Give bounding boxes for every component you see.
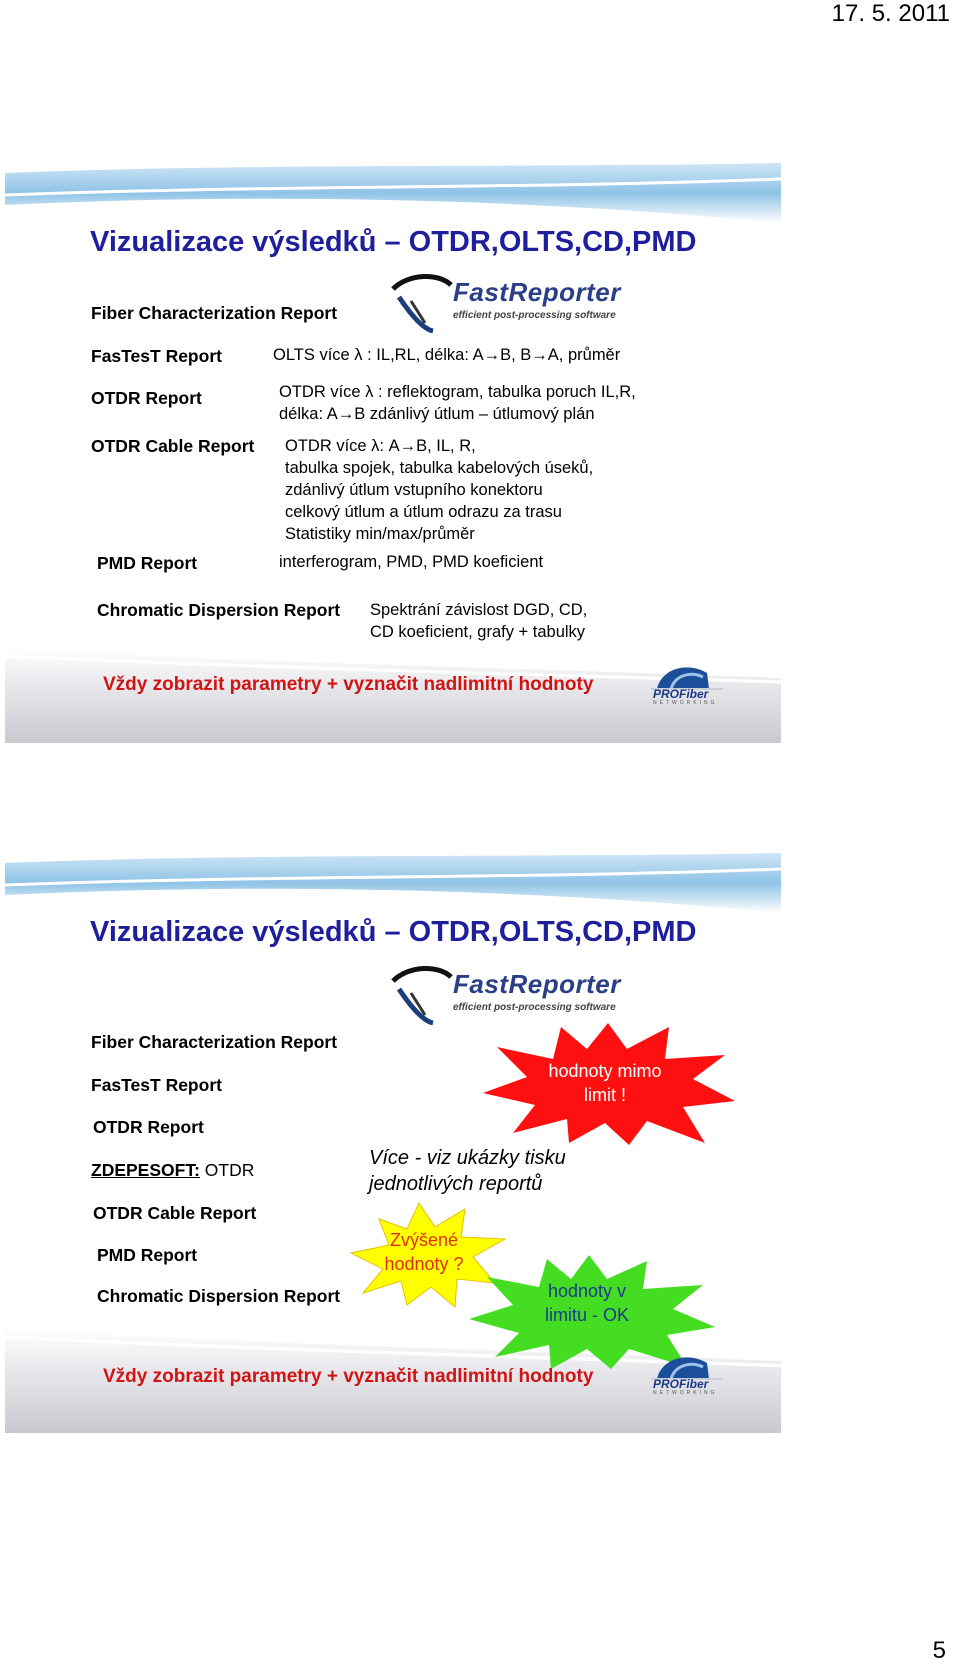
green-star-line: limitu - OK bbox=[544, 1305, 629, 1325]
yellow-star-line: Zvýšené bbox=[389, 1230, 459, 1250]
green-star-text bbox=[527, 1279, 647, 1327]
report-description: Spektrání závislost DGD, CD, bbox=[370, 601, 588, 619]
slide-title: Vizualizace výsledků – OTDR,OLTS,CD,PMD bbox=[90, 916, 697, 948]
page-date: 17. 5. 2011 bbox=[831, 0, 950, 27]
fastreporter-tagline: efficient post-processing software bbox=[453, 310, 616, 321]
report-description: tabulka spojek, tabulka kabelových úseků, bbox=[285, 459, 594, 477]
fastreporter-name: FastReporter bbox=[453, 969, 621, 999]
report-label: OTDR Report bbox=[93, 1117, 204, 1137]
profiber-logo bbox=[647, 663, 727, 708]
report-label: OTDR Cable Report bbox=[91, 436, 255, 456]
report-label bbox=[91, 1160, 254, 1181]
slide-1 bbox=[5, 163, 781, 743]
report-label: OTDR Report bbox=[91, 388, 202, 408]
report-label: FasTesT Report bbox=[91, 346, 222, 366]
red-star-line: limit ! bbox=[584, 1085, 626, 1105]
page-number: 5 bbox=[932, 1637, 946, 1664]
report-description: CD koeficient, grafy + tabulky bbox=[370, 623, 586, 641]
report-label: FasTesT Report bbox=[91, 1075, 222, 1095]
profiber-name: PROFiber bbox=[653, 687, 709, 701]
profiber-tagline: NETWORKING bbox=[653, 700, 718, 706]
report-description: OTDR více λ: A→B, IL, R, bbox=[285, 437, 476, 455]
fastreporter-swoosh-icon bbox=[387, 271, 457, 333]
fastreporter-name: FastReporter bbox=[453, 277, 621, 307]
fastreporter-logo bbox=[387, 963, 647, 1025]
slide-title: Vizualizace výsledků – OTDR,OLTS,CD,PMD bbox=[90, 226, 697, 258]
fastreporter-logo bbox=[387, 271, 647, 333]
yellow-star-text bbox=[369, 1228, 479, 1276]
report-description: celkový útlum a útlum odrazu za trasu bbox=[285, 503, 562, 521]
green-star-line: hodnoty v bbox=[547, 1281, 627, 1301]
fastreporter-swoosh-icon bbox=[387, 963, 457, 1025]
report-label: OTDR Cable Report bbox=[93, 1203, 257, 1223]
report-label: Fiber Characterization Report bbox=[91, 1032, 338, 1052]
note-line: Více - viz ukázky tisku bbox=[369, 1147, 566, 1169]
fastreporter-tagline: efficient post-processing software bbox=[453, 1002, 616, 1013]
footer-warning: Vždy zobrazit parametry + vyznačit nadlimitní hodnoty bbox=[103, 1366, 594, 1387]
red-star-line: hodnoty mimo bbox=[548, 1061, 662, 1081]
note-line: jednotlivých reportů bbox=[369, 1173, 543, 1195]
note-text bbox=[369, 1145, 566, 1197]
footer-warning: Vždy zobrazit parametry + vyznačit nadlimitní hodnoty bbox=[103, 674, 594, 695]
report-description: délka: A→B zdánlivý útlum – útlumový plán bbox=[279, 405, 595, 423]
slide-2 bbox=[5, 853, 781, 1433]
report-description: zdánlivý útlum vstupního konektoru bbox=[285, 481, 543, 499]
report-label: Chromatic Dispersion Report bbox=[97, 1286, 341, 1306]
profiber-logo bbox=[647, 1353, 727, 1398]
report-label: Fiber Characterization Report bbox=[91, 303, 338, 323]
profiber-name: PROFiber bbox=[653, 1377, 709, 1391]
slide-header-band bbox=[5, 853, 781, 913]
slide-header-band bbox=[5, 163, 781, 223]
yellow-star-line: hodnoty ? bbox=[384, 1254, 464, 1274]
report-label: Chromatic Dispersion Report bbox=[97, 600, 341, 620]
report-description: Statistiky min/max/průměr bbox=[285, 525, 475, 543]
profiber-tagline: NETWORKING bbox=[653, 1390, 718, 1396]
zdepesoft-label: ZDEPESOFT: bbox=[91, 1160, 200, 1180]
report-label: PMD Report bbox=[97, 553, 198, 573]
red-star-text bbox=[535, 1059, 675, 1107]
zdepesoft-rest: OTDR bbox=[199, 1160, 255, 1180]
report-description: interferogram, PMD, PMD koeficient bbox=[279, 553, 544, 571]
report-description: OLTS více λ : IL,RL, délka: A→B, B→A, průměr bbox=[273, 346, 621, 364]
report-label: PMD Report bbox=[97, 1245, 198, 1265]
report-description: OTDR více λ : reflektogram, tabulka poruch IL,R, bbox=[279, 383, 636, 401]
